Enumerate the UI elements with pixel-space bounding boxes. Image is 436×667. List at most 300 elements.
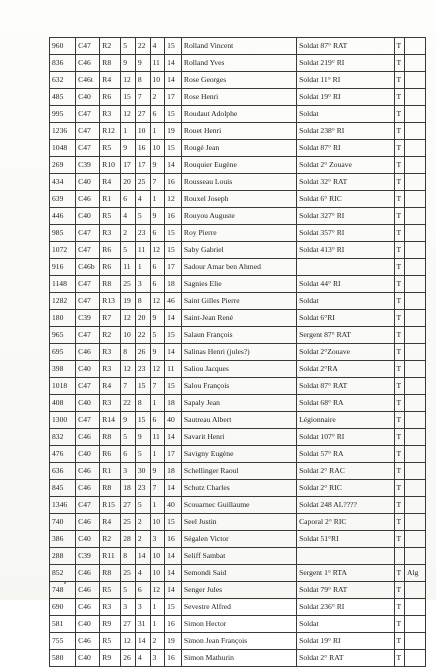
register-code-cell: R8 [100,429,121,446]
table-row [50,191,426,208]
name-cell: Salou François [181,378,296,395]
name-cell: Scouarnec Guillaume [181,497,296,514]
rank-unit-cell: Soldat 19° RI [297,633,394,650]
note-cell [404,582,425,599]
field-d-cell: 14 [165,548,182,565]
box-code-cell: C39 [76,157,100,174]
field-a-cell: 4 [121,208,136,225]
box-code-cell: C46 [76,191,100,208]
record-number-cell: 1048 [50,140,76,157]
field-b-cell: 25 [135,174,150,191]
record-number-cell: 845 [50,480,76,497]
name-cell: Simon Hector [181,616,296,633]
record-number-cell: 639 [50,191,76,208]
field-d-cell: 18 [165,395,182,412]
rank-unit-cell: Soldat 87° RI [297,140,394,157]
status-mark-cell: T [394,276,404,293]
table-row [50,599,426,616]
record-number-cell: 985 [50,225,76,242]
register-code-cell: R5 [100,582,121,599]
status-mark-cell: T [394,55,404,72]
note-cell [404,123,425,140]
table-row [50,497,426,514]
note-cell [404,208,425,225]
field-a-cell: 12 [121,361,136,378]
table-row [50,276,426,293]
status-mark-cell: T [394,327,404,344]
field-b-cell: 5 [135,446,150,463]
field-d-cell: 14 [165,344,182,361]
status-mark-cell: T [394,480,404,497]
name-cell: Saint-Jean René [181,310,296,327]
field-c-cell: 1 [150,395,165,412]
field-a-cell: 8 [121,344,136,361]
note-cell [404,174,425,191]
box-code-cell: C47 [76,276,100,293]
register-code-cell: R3 [100,361,121,378]
status-mark-cell: T [394,514,404,531]
status-mark-cell: T [394,582,404,599]
field-b-cell: 9 [135,55,150,72]
burial-registry-table [49,37,426,667]
register-code-cell: R8 [100,565,121,582]
table-row [50,565,426,582]
field-c-cell: 12 [150,242,165,259]
field-b-cell: 5 [135,497,150,514]
rank-unit-cell: Soldat 248 AL???? [297,497,394,514]
record-number-cell: 916 [50,259,76,276]
name-cell: Rousseau Louis [181,174,296,191]
register-code-cell: R2 [100,327,121,344]
box-code-cell: C47 [76,327,100,344]
note-cell [404,463,425,480]
page-speck [64,582,66,584]
rank-unit-cell: Soldat 57° RA [297,446,394,463]
field-c-cell: 9 [150,157,165,174]
box-code-cell: C40 [76,531,100,548]
name-cell: Schutz Charles [181,480,296,497]
status-mark-cell: T [394,191,404,208]
register-code-cell: R4 [100,72,121,89]
rank-unit-cell: Soldat 11° RI [297,72,394,89]
field-d-cell: 18 [165,463,182,480]
note-cell [404,106,425,123]
table-row [50,582,426,599]
rank-unit-cell: Soldat 6° RIC [297,191,394,208]
rank-unit-cell: Soldat 2° RAC [297,463,394,480]
status-mark-cell: T [394,38,404,55]
box-code-cell: C47 [76,123,100,140]
field-c-cell: 6 [150,276,165,293]
field-c-cell: 2 [150,89,165,106]
field-a-cell: 22 [121,395,136,412]
box-code-cell: C46 [76,429,100,446]
box-code-cell: C47 [76,106,100,123]
register-code-cell: R11 [100,548,121,565]
field-d-cell: 14 [165,55,182,72]
field-b-cell: 4 [135,191,150,208]
box-code-cell: C40 [76,650,100,667]
table-row [50,242,426,259]
record-number-cell: 580 [50,650,76,667]
field-a-cell: 25 [121,565,136,582]
field-d-cell: 14 [165,582,182,599]
rank-unit-cell [297,259,394,276]
name-cell: Sautreau Albert [181,412,296,429]
rank-unit-cell: Soldat 68° RA [297,395,394,412]
name-cell: Rouyou Auguste [181,208,296,225]
name-cell: Semondi Said [181,565,296,582]
status-mark-cell: T [394,616,404,633]
register-code-cell: R5 [100,208,121,225]
box-code-cell: C46 [76,463,100,480]
status-mark-cell: T [394,361,404,378]
name-cell: Sapaly Jean [181,395,296,412]
field-c-cell: 1 [150,191,165,208]
field-c-cell: 6 [150,106,165,123]
rank-unit-cell: Soldat 87° RAT [297,38,394,55]
table-row [50,463,426,480]
name-cell: Roudaut Adolphe [181,106,296,123]
field-a-cell: 18 [121,480,136,497]
status-mark-cell: T [394,89,404,106]
field-a-cell: 17 [121,157,136,174]
field-c-cell: 4 [150,38,165,55]
status-mark-cell: T [394,157,404,174]
table-row [50,310,426,327]
field-d-cell: 14 [165,72,182,89]
field-c-cell: 3 [150,531,165,548]
field-a-cell: 5 [121,242,136,259]
field-c-cell: 3 [150,650,165,667]
rank-unit-cell: Sergent 87° RAT [297,327,394,344]
status-mark-cell: T [394,174,404,191]
table-row [50,225,426,242]
rank-unit-cell: Soldat 2° RIC [297,480,394,497]
note-cell [404,140,425,157]
field-c-cell: 6 [150,412,165,429]
register-code-cell: R15 [100,497,121,514]
box-code-cell: C39 [76,548,100,565]
rank-unit-cell: Soldat 6°RI [297,310,394,327]
note-cell [404,412,425,429]
status-mark-cell: T [394,225,404,242]
status-mark-cell: T [394,208,404,225]
field-d-cell: 14 [165,429,182,446]
note-cell [404,225,425,242]
field-b-cell: 22 [135,38,150,55]
status-mark-cell: T [394,140,404,157]
record-number-cell: 269 [50,157,76,174]
field-d-cell: 18 [165,276,182,293]
status-mark-cell: T [394,412,404,429]
status-mark-cell: T [394,344,404,361]
box-code-cell: C46 [76,565,100,582]
field-d-cell: 15 [165,378,182,395]
box-code-cell: C40 [76,174,100,191]
table-row [50,208,426,225]
field-a-cell: 10 [121,327,136,344]
name-cell: Savarit Henri [181,429,296,446]
field-d-cell: 15 [165,106,182,123]
status-mark-cell: T [394,310,404,327]
register-code-cell: R6 [100,89,121,106]
name-cell: Salinas Henri (jules?) [181,344,296,361]
rank-unit-cell: Soldat 87° RAT [297,378,394,395]
register-code-cell: R13 [100,293,121,310]
field-c-cell: 12 [150,361,165,378]
field-d-cell: 15 [165,225,182,242]
box-code-cell: C39 [76,310,100,327]
field-d-cell: 16 [165,531,182,548]
table-row [50,531,426,548]
register-code-cell: R9 [100,616,121,633]
note-cell [404,616,425,633]
rank-unit-cell: Soldat 2°Zouave [297,344,394,361]
name-cell: Schellinger Raoul [181,463,296,480]
table-row [50,174,426,191]
register-code-cell: R5 [100,633,121,650]
table-row [50,378,426,395]
status-mark-cell: T [394,599,404,616]
record-number-cell: 476 [50,446,76,463]
field-b-cell: 8 [135,293,150,310]
field-a-cell: 2 [121,225,136,242]
record-number-cell: 1346 [50,497,76,514]
box-code-cell: C40 [76,446,100,463]
field-d-cell: 11 [165,361,182,378]
register-code-cell: R8 [100,55,121,72]
status-mark-cell: T [394,497,404,514]
name-cell: Saby Gabriel [181,242,296,259]
rank-unit-cell [297,548,394,565]
note-cell [404,89,425,106]
name-cell: Savigny Eugène [181,446,296,463]
register-code-cell: R6 [100,446,121,463]
field-d-cell: 16 [165,208,182,225]
register-code-cell: R4 [100,378,121,395]
table-row [50,514,426,531]
field-c-cell: 1 [150,123,165,140]
rank-unit-cell: Légionnaire [297,412,394,429]
field-d-cell: 19 [165,123,182,140]
note-cell [404,497,425,514]
status-mark-cell: T [394,429,404,446]
note-cell [404,378,425,395]
table-row [50,106,426,123]
field-d-cell: 17 [165,446,182,463]
field-c-cell: 2 [150,633,165,650]
field-d-cell: 17 [165,89,182,106]
register-code-cell: R6 [100,242,121,259]
field-a-cell: 19 [121,293,136,310]
field-c-cell: 12 [150,293,165,310]
rank-unit-cell: Soldat 2° RAT [297,650,394,667]
field-b-cell: 3 [135,276,150,293]
box-code-cell: C46 [76,582,100,599]
field-b-cell: 30 [135,463,150,480]
field-d-cell: 14 [165,480,182,497]
field-c-cell: 6 [150,259,165,276]
record-number-cell: 965 [50,327,76,344]
field-a-cell: 9 [121,140,136,157]
rank-unit-cell: Caporal 2° RIC [297,514,394,531]
box-code-cell: C46 [76,55,100,72]
rank-unit-cell: Soldat 19° RI [297,89,394,106]
field-b-cell: 3 [135,599,150,616]
table-row [50,412,426,429]
record-number-cell: 690 [50,599,76,616]
field-d-cell: 40 [165,412,182,429]
field-b-cell: 10 [135,123,150,140]
note-cell [404,633,425,650]
table-row [50,429,426,446]
record-number-cell: 288 [50,548,76,565]
record-number-cell: 1072 [50,242,76,259]
note-cell [404,514,425,531]
status-mark-cell: T [394,259,404,276]
table-row [50,38,426,55]
field-b-cell: 31 [135,616,150,633]
field-b-cell: 14 [135,548,150,565]
field-a-cell: 27 [121,497,136,514]
table-row [50,616,426,633]
field-a-cell: 27 [121,616,136,633]
name-cell: Simon Jean François [181,633,296,650]
field-c-cell: 1 [150,497,165,514]
register-code-cell: R5 [100,140,121,157]
status-mark-cell: T [394,378,404,395]
box-code-cell: C47 [76,242,100,259]
record-number-cell: 1282 [50,293,76,310]
table-row [50,123,426,140]
rank-unit-cell: Soldat 219° RI [297,55,394,72]
field-d-cell: 19 [165,633,182,650]
register-code-cell: R14 [100,412,121,429]
name-cell: Seliff Sambat [181,548,296,565]
box-code-cell: C46t [76,72,100,89]
name-cell: Salaun François [181,327,296,344]
register-code-cell: R2 [100,38,121,55]
status-mark-cell: T [394,123,404,140]
register-code-cell: R8 [100,276,121,293]
field-b-cell: 11 [135,242,150,259]
name-cell: Ségalen Victor [181,531,296,548]
table-row [50,344,426,361]
field-c-cell: 1 [150,616,165,633]
status-mark-cell: T [394,293,404,310]
box-code-cell: C40 [76,89,100,106]
field-d-cell: 15 [165,38,182,55]
table-row [50,480,426,497]
field-a-cell: 12 [121,72,136,89]
field-a-cell: 12 [121,633,136,650]
register-code-cell: R4 [100,514,121,531]
field-a-cell: 1 [121,123,136,140]
table-row [50,633,426,650]
register-code-cell: R3 [100,106,121,123]
field-a-cell: 5 [121,429,136,446]
box-code-cell: C46 [76,480,100,497]
box-code-cell: C40 [76,395,100,412]
field-c-cell: 9 [150,208,165,225]
field-c-cell: 1 [150,599,165,616]
record-number-cell: 1148 [50,276,76,293]
field-b-cell: 8 [135,72,150,89]
field-a-cell: 11 [121,259,136,276]
rank-unit-cell: Soldat [297,616,394,633]
name-cell: Saliou Jacques [181,361,296,378]
field-c-cell: 10 [150,140,165,157]
status-mark-cell: T [394,395,404,412]
box-code-cell: C47 [76,140,100,157]
table-row [50,140,426,157]
record-number-cell: 485 [50,89,76,106]
name-cell: Rouet Henri [181,123,296,140]
status-mark-cell: T [394,565,404,582]
field-b-cell: 6 [135,582,150,599]
field-d-cell: 14 [165,565,182,582]
field-a-cell: 26 [121,650,136,667]
field-b-cell: 4 [135,565,150,582]
field-b-cell: 4 [135,650,150,667]
box-code-cell: C46 [76,633,100,650]
rank-unit-cell: Soldat 238° RI [297,123,394,140]
table-row [50,548,426,565]
field-d-cell: 15 [165,327,182,344]
field-c-cell: 9 [150,310,165,327]
note-cell [404,327,425,344]
name-cell: Sadour Amar ben Ahmed [181,259,296,276]
register-code-cell: R2 [100,531,121,548]
record-number-cell: 1018 [50,378,76,395]
field-b-cell: 15 [135,378,150,395]
register-code-cell: R12 [100,123,121,140]
note-cell [404,548,425,565]
field-a-cell: 25 [121,276,136,293]
record-number-cell: 408 [50,395,76,412]
rank-unit-cell: Soldat 413° RI [297,242,394,259]
record-number-cell: 1236 [50,123,76,140]
field-a-cell: 25 [121,514,136,531]
field-b-cell: 7 [135,89,150,106]
record-number-cell: 832 [50,429,76,446]
table-row [50,327,426,344]
field-b-cell: 22 [135,327,150,344]
note-cell [404,361,425,378]
field-b-cell: 17 [135,157,150,174]
record-number-cell: 636 [50,463,76,480]
table-row [50,446,426,463]
register-code-cell: R9 [100,650,121,667]
table-row [50,650,426,667]
note-cell [404,191,425,208]
record-number-cell: 446 [50,208,76,225]
status-mark-cell: T [394,106,404,123]
box-code-cell: C40 [76,361,100,378]
status-mark-cell: T [394,633,404,650]
table-row [50,55,426,72]
status-mark-cell [394,548,404,565]
field-b-cell: 26 [135,344,150,361]
field-d-cell: 15 [165,514,182,531]
record-number-cell: 581 [50,616,76,633]
box-code-cell: C47 [76,38,100,55]
field-a-cell: 12 [121,310,136,327]
field-d-cell: 16 [165,616,182,633]
note-cell [404,650,425,667]
register-code-cell: R4 [100,174,121,191]
